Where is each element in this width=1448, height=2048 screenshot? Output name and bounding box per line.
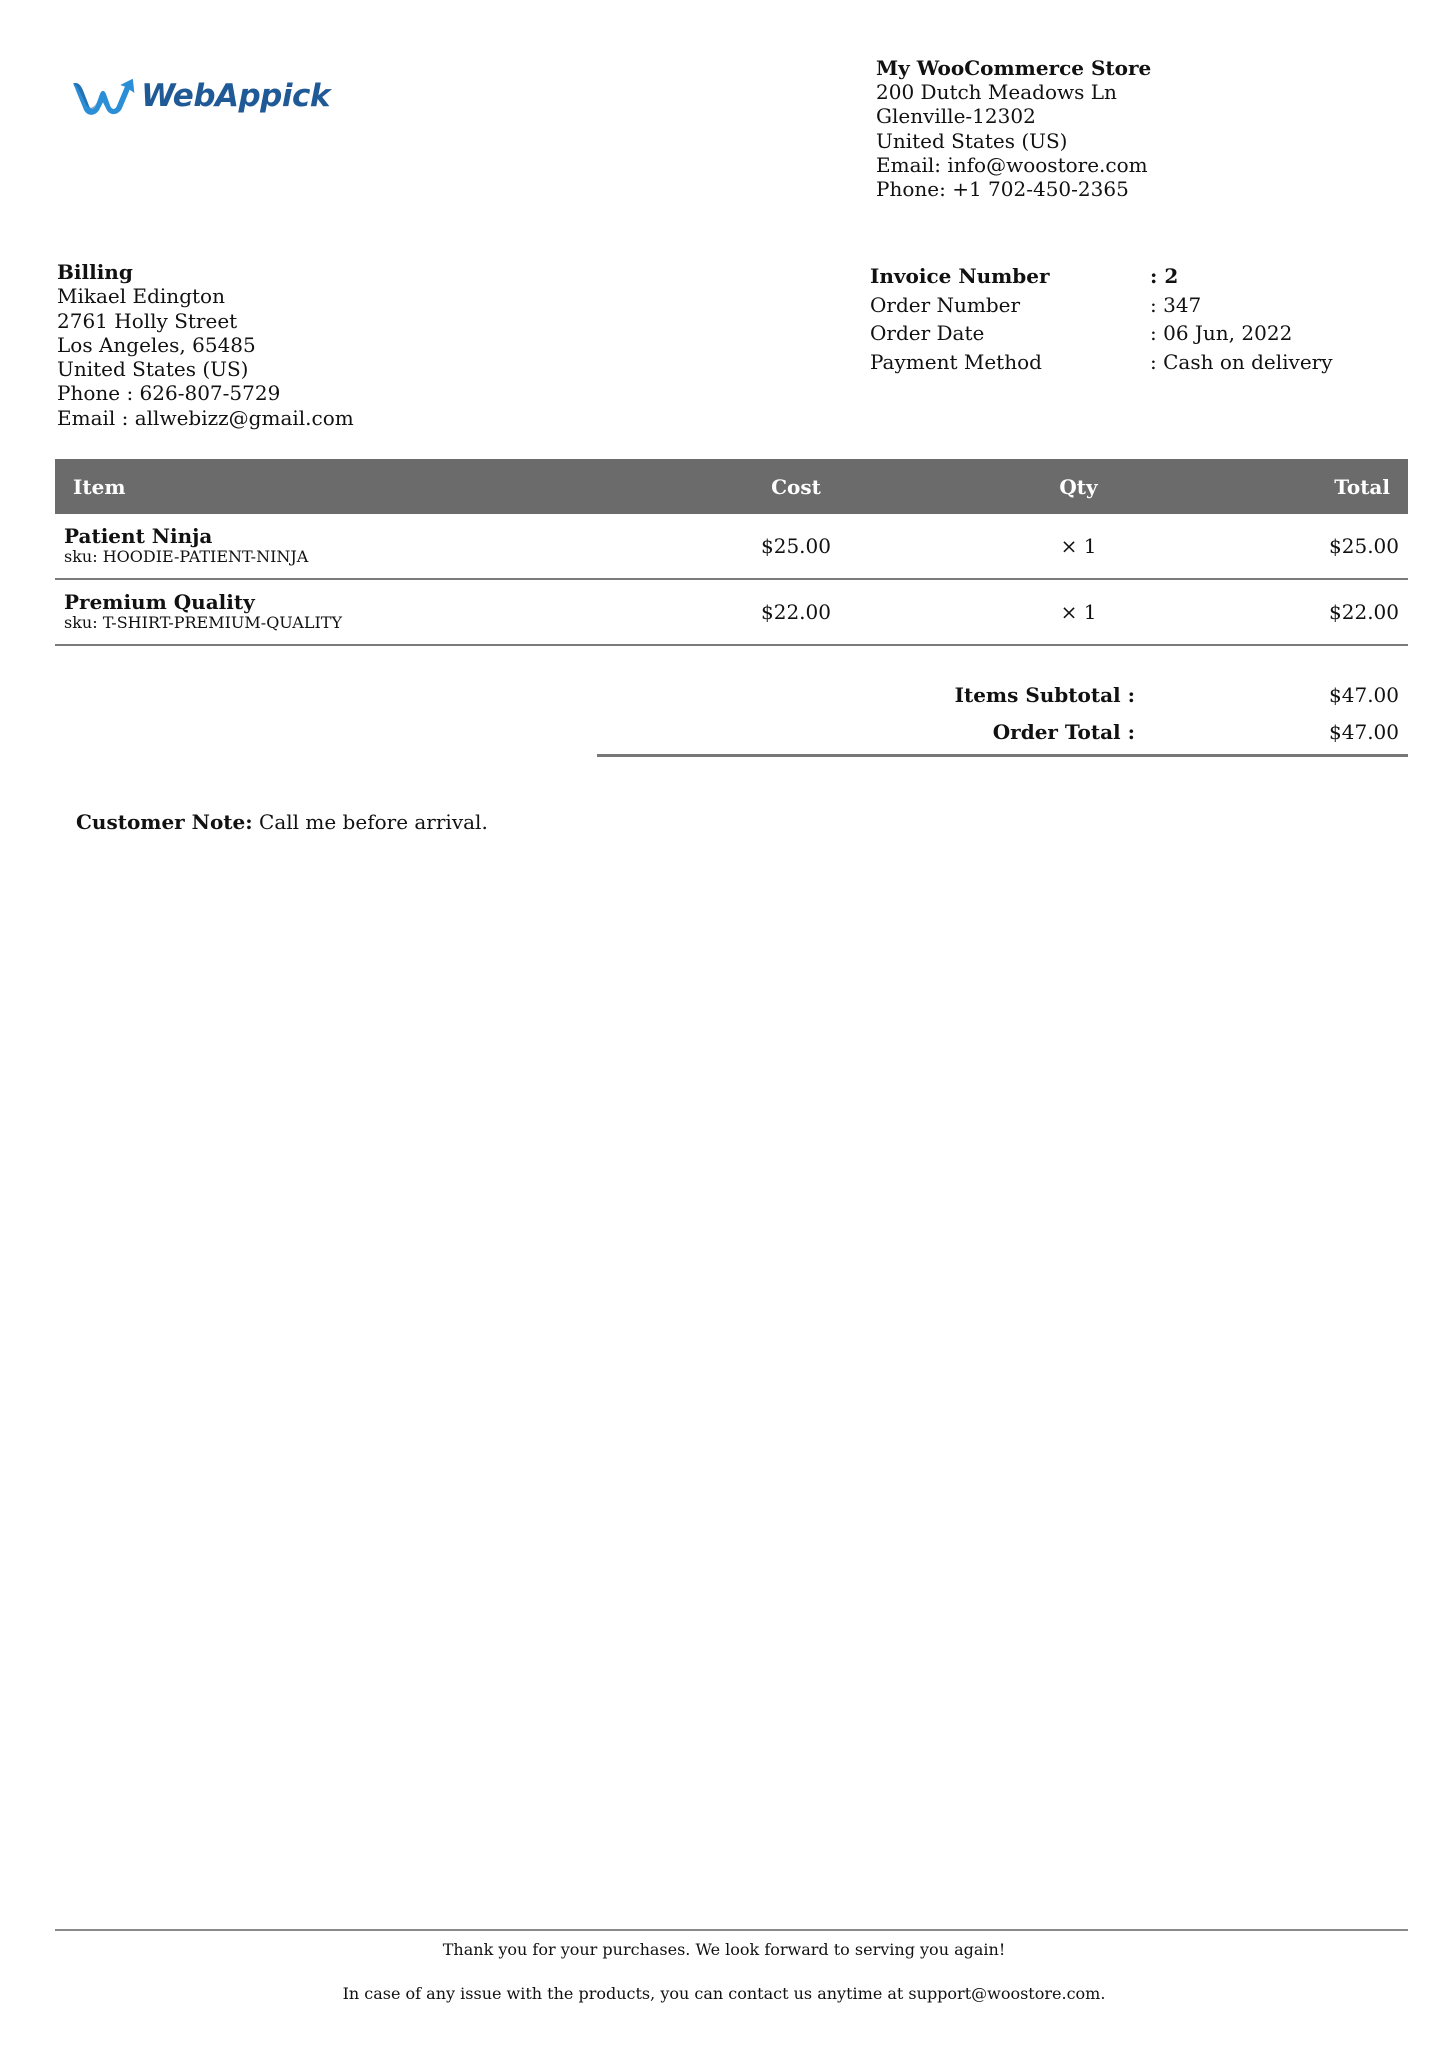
webappick-w-logo-icon [70,70,139,122]
item-cell [55,591,671,633]
company-logo [70,68,330,124]
billing-name: Mikael Edington [57,284,225,309]
order-number-row [870,291,1333,320]
product-name: Premium Quality [64,590,255,614]
meta-label: Payment Method [870,349,1042,374]
items-table [55,459,1408,646]
store-phone: Phone: +1 702-450-2365 [876,177,1129,202]
store-address-line-1: 200 Dutch Meadows Ln [876,80,1117,105]
meta-value: : 06 Jun, 2022 [1150,321,1293,346]
item-qty: × 1 [1060,600,1097,624]
item-cost: $22.00 [761,600,831,624]
billing-heading: Billing [57,260,133,284]
payment-method-row [870,348,1333,377]
footer-support: In case of any issue with the products, you can contact us anytime at support@woostore.com. [342,1984,1106,2003]
meta-label: Order Date [870,321,985,346]
table-row [55,580,1408,646]
item-total: $22.00 [1329,600,1399,624]
billing-email: Email : allwebizz@gmail.com [57,405,354,430]
subtotal-value: $47.00 [1329,682,1399,707]
store-country: United States (US) [876,128,1068,153]
footer-thanks: Thank you for your purchases. We look forward to serving you again! [442,1940,1006,1959]
header-item: Item [73,474,126,499]
store-email: Email: info@woostore.com [876,152,1148,177]
order-total-value: $47.00 [1329,719,1399,744]
customer-note [76,810,488,834]
order-total-row [597,713,1408,750]
header-cost: Cost [771,474,821,499]
order-total-label: Order Total : [992,719,1135,744]
footer-divider [55,1929,1408,1931]
store-info [876,56,1151,201]
subtotal-row [597,676,1408,713]
item-qty: × 1 [1060,534,1097,558]
meta-label: Invoice Number [870,264,1050,289]
product-sku: sku: T-SHIRT-PREMIUM-QUALITY [64,613,343,632]
order-date-row [870,319,1333,348]
header-qty: Qty [1059,474,1098,499]
customer-note-text: Call me before arrival. [252,810,488,834]
customer-note-label: Customer Note: [76,810,253,834]
billing-street: 2761 Holly Street [57,308,238,333]
billing-country: United States (US) [57,357,249,382]
meta-label: Order Number [870,292,1021,317]
meta-value: : 347 [1150,292,1202,317]
invoice-number-row [870,262,1333,291]
logo-text: WebAppick [141,78,330,114]
billing-address [57,260,354,430]
meta-value: : 2 [1150,264,1179,289]
store-address-line-2: Glenville-12302 [876,104,1036,129]
table-header [55,459,1408,514]
meta-value: : Cash on delivery [1150,349,1333,374]
store-name: My WooCommerce Store [876,56,1152,80]
table-row [55,514,1408,580]
subtotal-label: Items Subtotal : [954,682,1135,707]
item-total: $25.00 [1329,534,1399,558]
billing-phone: Phone : 626-807-5729 [57,381,281,406]
product-name: Patient Ninja [64,524,213,548]
header-total: Total [1334,474,1390,499]
billing-city: Los Angeles, 65485 [57,332,256,357]
item-cell [55,525,671,567]
order-totals [597,676,1408,757]
item-cost: $25.00 [761,534,831,558]
invoice-meta [870,262,1333,376]
product-sku: sku: HOODIE-PATIENT-NINJA [64,547,309,566]
